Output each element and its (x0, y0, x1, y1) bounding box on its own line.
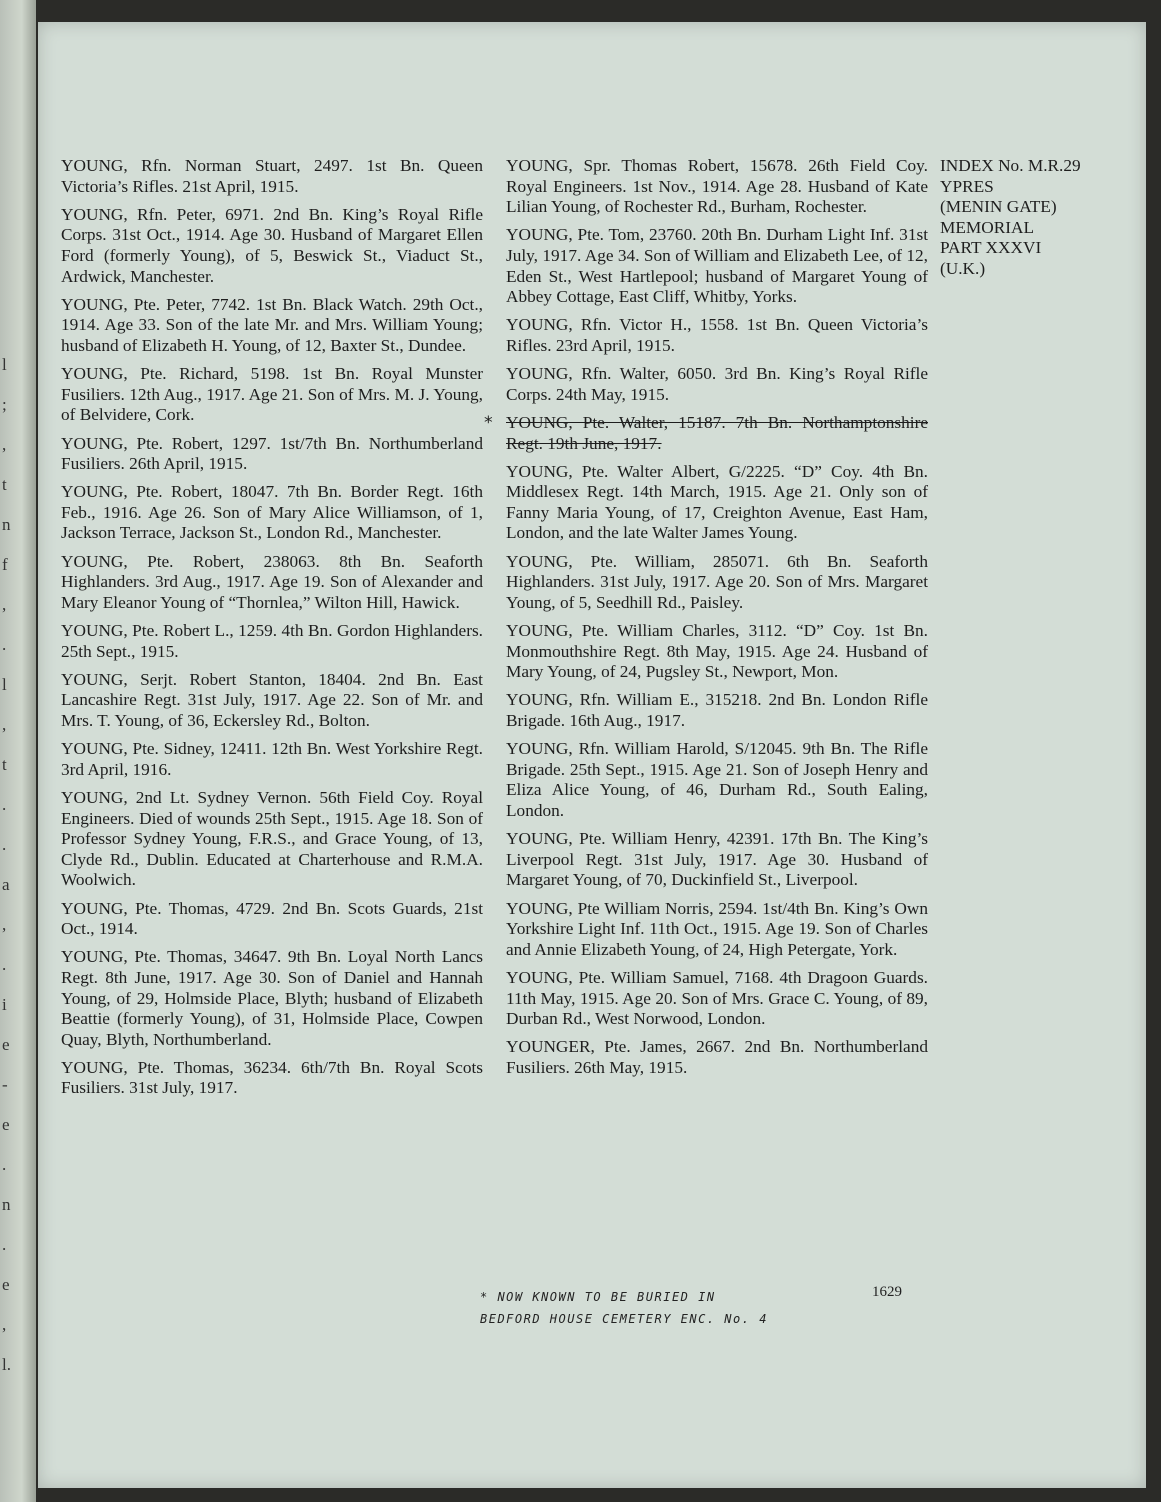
column-right (484, 156, 928, 1086)
prev-page-fragment: , (2, 715, 7, 734)
asterisk-mark: * (484, 412, 493, 433)
index-line: INDEX No. M.R.29 (940, 156, 1081, 175)
register-entry: YOUNG, Pte. Thomas, 4729. 2nd Bn. Scots Guards, 21st Oct., 1914. (61, 898, 483, 939)
register-entry: YOUNG, Rfn. William Harold, S/12045. 9th Bn. The Rifle Brigade. 25th Sept., 1915. Age 21. Son of Joseph Henry and Eliza Alice Young, of 46, Durham Rd., South Ealing, London. (506, 739, 928, 820)
register-entry: YOUNG, Rfn. Peter, 6971. 2nd Bn. King’s Royal Rifle Corps. 31st Oct., 1914. Age 30. Husband of Margaret Ellen Ford (formerly Young), of 5, Beswick St., Viaduct St., Ardwick, Manchester. (61, 204, 483, 286)
register-entry: YOUNG, Pte William Norris, 2594. 1st/4th Bn. King’s Own Yorkshire Light Inf. 11th Oct., 1915. Age 19. Son of Charles and Annie Elizabeth Young, of 24, High Petergate, York. (506, 898, 928, 959)
register-entry: YOUNG, Pte. William, 285071. 6th Bn. Seaforth Highlanders. 31st July, 1917. Age 20. Son of Mrs. Margaret Young, of 5, Seedhill Rd., Paisley. (506, 551, 928, 612)
struck-entry-text: YOUNG, Pte. Walter, 15187. 7th Bn. Northamptonshire Regt. 19th June, 1917. (506, 412, 928, 453)
prev-page-fragment: n (2, 1195, 11, 1214)
register-entry: YOUNG, Pte. Sidney, 12411. 12th Bn. West Yorkshire Regt. 3rd April, 1916. (61, 739, 483, 779)
register-entry: YOUNG, Serjt. Robert Stanton, 18404. 2nd Bn. East Lancashire Regt. 31st July, 1917. Age 22. Son of Mr. and Mrs. T. Young, of 36, Eckersley Rd., Bolton. (61, 669, 483, 730)
register-entry: YOUNG, Pte. William Henry, 42391. 17th Bn. The King’s Liverpool Regt. 31st July, 1917. Age 30. Husband of Margaret Young, of 70, Duckinfield St., Liverpool. (506, 829, 928, 890)
register-entry: YOUNG, Pte. William Samuel, 7168. 4th Dragoon Guards. 11th May, 1915. Age 20. Son of Mrs. Grace C. Young, of 89, Durban Rd., West Norwood, London. (506, 967, 928, 1029)
prev-page-fragment: , (2, 435, 7, 454)
register-entry: YOUNG, Pte. Tom, 23760. 20th Bn. Durham Light Inf. 31st July, 1917. Age 34. Son of William and Elizabeth Lee, of 12, Eden St., West Hartlepool; husband of Margaret Young of Abbey Cottage, East Cliff, Whitby, Yorks. (506, 225, 928, 307)
prev-page-fragment: l (2, 355, 7, 374)
register-entry: YOUNG, Pte. Robert, 1297. 1st/7th Bn. Northumberland Fusiliers. 26th April, 1915. (61, 433, 483, 474)
register-entry: YOUNG, Pte. Thomas, 34647. 9th Bn. Loyal North Lancs Regt. 8th June, 1917. Age 30. Son of Daniel and Hannah Young, of 29, Holmside Place, Blyth; husband of Elizabeth Beattie (formerly Young), of 31, Holmside Place, Cowpen Quay, Blyth, Northumberland. (61, 947, 483, 1049)
column-left (61, 156, 483, 1107)
prev-page-fragment: , (2, 595, 7, 614)
prev-page-fragment: a (2, 875, 10, 894)
page-number: 1629 (872, 1284, 902, 1300)
register-entry: YOUNG, Rfn. Norman Stuart, 2497. 1st Bn. Queen Victoria’s Rifles. 21st April, 1915. (61, 156, 483, 196)
prev-page-fragment: l. (2, 1355, 11, 1374)
prev-page-fragment: t (2, 755, 7, 774)
register-entry: YOUNG, Pte. Robert, 18047. 7th Bn. Border Regt. 16th Feb., 1916. Age 26. Son of Mary Alice Williamson, of 1, Jackson Terrace, Jackson St., London Rd., Manchester. (61, 482, 483, 543)
previous-page-edge (0, 0, 36, 1502)
prev-page-fragment: . (2, 955, 7, 974)
register-entry: YOUNG, Pte. Robert, 238063. 8th Bn. Seaforth Highlanders. 3rd Aug., 1917. Age 19. Son of Alexander and Mary Eleanor Young of “Thornlea,” Wilton Hill, Hawick. (61, 551, 483, 612)
register-entry: YOUNG, Rfn. William E., 315218. 2nd Bn. London Rifle Brigade. 16th Aug., 1917. (506, 690, 928, 730)
register-entry: YOUNG, Rfn. Walter, 6050. 3rd Bn. King’s Royal Rifle Corps. 24th May, 1915. (506, 364, 928, 404)
index-line: (MENIN GATE) (940, 197, 1057, 217)
index-line: (U.K.) (940, 258, 986, 278)
register-entry: YOUNG, Pte. Robert L., 1259. 4th Bn. Gordon Highlanders. 25th Sept., 1915. (61, 621, 483, 661)
prev-page-fragment: . (2, 835, 7, 854)
register-entry (484, 412, 928, 454)
handwritten-note-line: BEDFORD HOUSE CEMETERY ENC. No. 4 (480, 1312, 768, 1326)
prev-page-fragment: , (2, 1315, 7, 1334)
prev-page-fragment: . (2, 1235, 7, 1254)
index-block (940, 156, 1140, 280)
index-line: PART XXXVI (940, 238, 1042, 258)
prev-page-fragment: . (2, 1155, 7, 1174)
index-line: YPRES (940, 176, 994, 196)
prev-page-fragment: . (2, 635, 7, 654)
prev-page-fragment: n (2, 515, 11, 534)
prev-page-fragment: ; (2, 395, 7, 414)
register-entry: YOUNGER, Pte. James, 2667. 2nd Bn. Northumberland Fusiliers. 26th May, 1915. (506, 1037, 928, 1077)
handwritten-note (480, 1286, 880, 1330)
index-line: MEMORIAL (940, 217, 1035, 237)
prev-page-fragment: i (2, 995, 7, 1014)
register-entry: YOUNG, Pte. Thomas, 36234. 6th/7th Bn. Royal Scots Fusiliers. 31st July, 1917. (61, 1057, 483, 1098)
register-entry: YOUNG, Pte. William Charles, 3112. “D” Coy. 1st Bn. Monmouthshire Regt. 8th May, 1915. Age 24. Husband of Mary Young, of 24, Pugsley St., Newport, Mon. (506, 621, 928, 682)
prev-page-fragment: e (2, 1275, 10, 1294)
prev-page-fragment: l (2, 675, 7, 694)
register-page (38, 22, 1146, 1488)
prev-page-fragment: e (2, 1035, 10, 1054)
prev-page-fragment: f (2, 555, 8, 574)
register-entry: YOUNG, Pte. Walter Albert, G/2225. “D” Coy. 4th Bn. Middlesex Regt. 14th March, 1915. Age 21. Only son of Fanny Maria Young, of 17, Creighton Avenue, East Ham, London, and the late Walter James Young. (506, 461, 928, 543)
register-entry: YOUNG, Pte. Richard, 5198. 1st Bn. Royal Munster Fusiliers. 12th Aug., 1917. Age 21. Son of Mrs. M. J. Young, of Belvidere, Cork. (61, 364, 483, 425)
prev-page-fragment: e (2, 1115, 10, 1134)
prev-page-fragment: . (2, 795, 7, 814)
register-entry: YOUNG, 2nd Lt. Sydney Vernon. 56th Field Coy. Royal Engineers. Died of wounds 25th Sept., 1915. Age 18. Son of Professor Sydney Young, F.R.S., and Grace Young, of 13, Clyde Rd., Dublin. Educated at Charterhouse and R.M.A. Woolwich. (61, 787, 483, 890)
register-entry: YOUNG, Spr. Thomas Robert, 15678. 26th Field Coy. Royal Engineers. 1st Nov., 1914. Age 28. Husband of Kate Lilian Young, of Rochester Rd., Burham, Rochester. (506, 156, 928, 217)
prev-page-fragment: t (2, 475, 7, 494)
register-entry: YOUNG, Pte. Peter, 7742. 1st Bn. Black Watch. 29th Oct., 1914. Age 33. Son of the late Mr. and Mrs. William Young; husband of Elizabeth H. Young, of 12, Baxter St., Dundee. (61, 294, 483, 355)
prev-page-fragment: , (2, 915, 7, 934)
prev-page-fragment: - (2, 1075, 8, 1094)
register-entry: YOUNG, Rfn. Victor H., 1558. 1st Bn. Queen Victoria’s Rifles. 23rd April, 1915. (506, 315, 928, 355)
handwritten-note-line: * NOW KNOWN TO BE BURIED IN (480, 1290, 716, 1304)
